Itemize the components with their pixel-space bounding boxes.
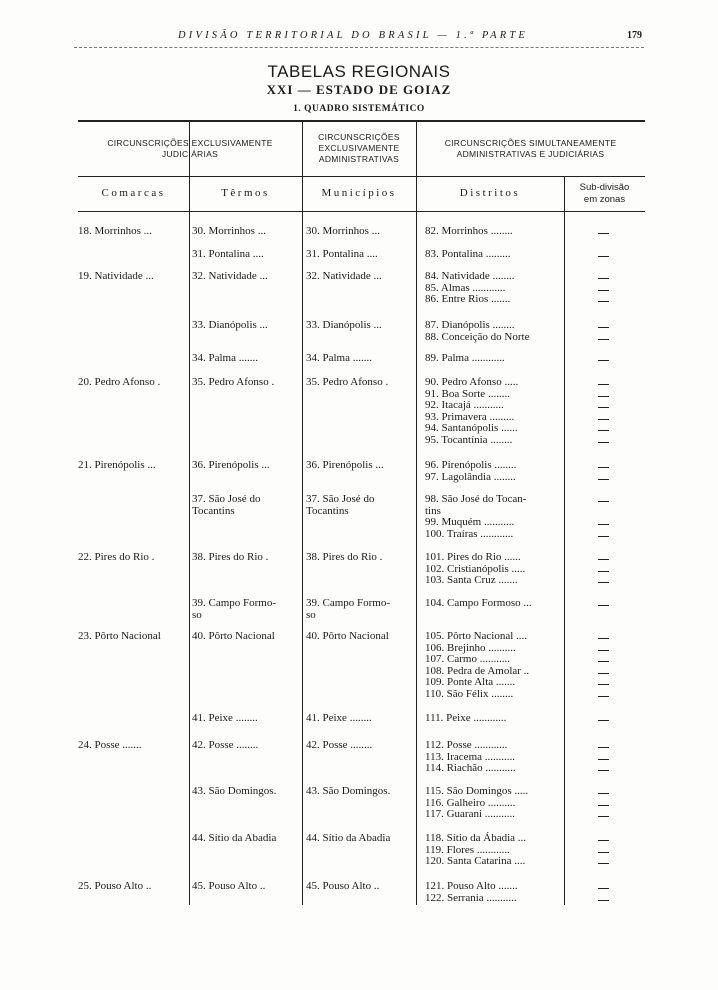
zone-dash (598, 419, 609, 420)
state-heading: XXI — ESTADO DE GOIAZ (266, 82, 452, 97)
zone-dash (598, 536, 609, 537)
distrito-cell: 109. Ponte Alta ....... (425, 676, 516, 689)
comarca-cell: 20. Pedro Afonso . (78, 376, 161, 388)
termo-cell: 45. Pouso Alto .. (192, 880, 266, 892)
municipio-cell: 38. Pires do Rio . (306, 551, 383, 563)
zone-dash (598, 747, 609, 748)
group-header-line: ADMINISTRATIVAS (318, 154, 400, 164)
distrito-cell: 85. Almas ............ (425, 281, 506, 294)
group-header-line: EXCLUSIVAMENTE (318, 143, 400, 153)
zone-dash (598, 501, 609, 502)
zone-dash (598, 888, 609, 889)
distrito-cell: 90. Pedro Afonso ..... (425, 376, 519, 388)
distrito-cell: 105. Pôrto Nacional .... (425, 630, 528, 642)
column-divider (189, 120, 190, 905)
column-header-subdivisao (564, 182, 645, 206)
distrito-cell: 111. Peixe ............ (425, 712, 507, 724)
zone-dash (598, 524, 609, 525)
distrito-cell: 116. Galheiro .......... (425, 796, 516, 809)
group-header-line: JUDICIÁRIAS (161, 149, 219, 159)
zone-dash (598, 384, 609, 385)
group-header-line: CIRCUNSCRIÇÕES (318, 132, 400, 142)
zone-dash (598, 233, 609, 234)
zone-dash (598, 759, 609, 760)
comarca-cell: 22. Pires do Rio . (78, 551, 155, 563)
distrito-cell: 91. Boa Sorte ........ (425, 387, 510, 400)
column-divider (416, 120, 417, 905)
group-header-line: CIRCUNSCRIÇÕES EXCLUSIVAMENTE (107, 138, 273, 148)
zone-dash (598, 396, 609, 397)
distrito-cell: tins (425, 504, 441, 517)
municipio-cell: 32. Natividade ... (306, 270, 382, 282)
zone-dash (598, 290, 609, 291)
comarca-cell: 19. Natividade ... (78, 270, 154, 282)
termo-cell: 37. São José do (192, 493, 261, 505)
group-header-mixed (416, 138, 645, 160)
distrito-cell: 121. Pouso Alto ....... (425, 880, 518, 892)
group-header-administrative (302, 132, 416, 165)
zone-dash (598, 840, 609, 841)
zone-dash (598, 605, 609, 606)
municipio-cell: 33. Dianópolis ... (306, 319, 382, 331)
zone-dash (598, 479, 609, 480)
zone-dash (598, 673, 609, 674)
distrito-cell: 103. Santa Cruz ....... (425, 574, 518, 587)
municipio-cell: Tocantins (306, 504, 349, 517)
distrito-cell: 114. Riachão ........... (425, 762, 516, 775)
zone-dash (598, 407, 609, 408)
zone-dash (598, 900, 609, 901)
distrito-cell: 120. Santa Catarina .... (425, 855, 526, 868)
termo-cell: 38. Pires do Rio . (192, 551, 269, 563)
zone-dash (598, 770, 609, 771)
termo-cell: 44. Sítio da Abadia (192, 832, 277, 844)
zone-dash (598, 684, 609, 685)
comarca-cell: 21. Pirenópolis ... (78, 459, 156, 471)
distrito-cell: 108. Pedra de Amolar .. (425, 664, 530, 677)
distrito-cell: 96. Pirenópolis ........ (425, 459, 517, 471)
distrito-cell: 107. Carmo ........... (425, 653, 510, 666)
zone-dash (598, 467, 609, 468)
distrito-cell: 95. Tocantínia ........ (425, 434, 513, 446)
distrito-cell: 83. Pontalina ......... (425, 248, 511, 260)
distrito-cell: 113. Iracema ........... (425, 750, 516, 763)
zone-dash (598, 661, 609, 662)
section-heading: 1. QUADRO SISTEMÁTICO (293, 104, 425, 114)
zone-dash (598, 696, 609, 697)
zone-dash (598, 638, 609, 639)
comarca-cell: 18. Morrinhos ... (78, 225, 152, 237)
running-title: DIVISÃO TERRITORIAL DO BRASIL — 1.ª PARTE (178, 30, 529, 41)
distrito-cell: 82. Morrinhos ........ (425, 225, 513, 237)
header-rule (74, 47, 644, 48)
distrito-cell: 122. Serrania ........... (425, 891, 517, 904)
group-header-line: ADMINISTRATIVAS E JUDICIÁRIAS (456, 149, 605, 159)
zone-dash (598, 339, 609, 340)
zone-dash (598, 650, 609, 651)
zone-dash (598, 430, 609, 431)
distrito-cell: 115. São Domingos ..... (425, 785, 529, 797)
column-header-municipios: Municípios (321, 187, 397, 199)
municipio-cell: 40. Pôrto Nacional (306, 630, 389, 642)
distrito-cell: 106. Brejinho .......... (425, 641, 516, 654)
termo-cell: Tocantins (192, 504, 235, 517)
column-header-termos: Têrmos (221, 187, 270, 199)
page-number: 179 (627, 30, 642, 41)
column-header-comarcas: Comarcas (101, 187, 166, 199)
group-header-judicial (78, 138, 302, 160)
termo-cell: 33. Dianópolis ... (192, 319, 268, 331)
zone-dash (598, 852, 609, 853)
distrito-cell: 104. Campo Formoso ... (425, 597, 532, 609)
distrito-cell: 112. Posse ............ (425, 739, 508, 751)
systematic-table (78, 120, 645, 905)
municipio-cell: 45. Pouso Alto .. (306, 880, 380, 892)
distrito-cell: 97. Lagolândia ........ (425, 470, 516, 483)
table-rule-group (78, 176, 645, 177)
column-header-line: Sub-divisão (579, 182, 630, 193)
municipio-cell: 42. Posse ........ (306, 739, 373, 751)
distrito-cell: 101. Pires do Rio ...... (425, 551, 521, 563)
termo-cell: 41. Peixe ........ (192, 712, 258, 724)
distrito-cell: 88. Conceição do Norte (425, 330, 530, 343)
zone-dash (598, 360, 609, 361)
zone-dash (598, 793, 609, 794)
municipio-cell: 36. Pirenópolis ... (306, 459, 384, 471)
zone-dash (598, 863, 609, 864)
zone-dash (598, 559, 609, 560)
termo-cell: 39. Campo Formo- (192, 597, 277, 609)
distrito-cell: 99. Muquém ........... (425, 516, 515, 529)
column-header-distritos: Distritos (459, 187, 521, 199)
termo-cell: 32. Natividade ... (192, 270, 268, 282)
zone-dash (598, 442, 609, 443)
distrito-cell: 102. Cristianópolis ..... (425, 562, 526, 575)
distrito-cell: 110. São Félix ........ (425, 688, 514, 700)
termo-cell: 42. Posse ........ (192, 739, 259, 751)
distrito-cell: 100. Traíras ............ (425, 527, 514, 540)
termo-cell: 35. Pedro Afonso . (192, 376, 275, 388)
zone-dash (598, 805, 609, 806)
termo-cell: 34. Palma ....... (192, 352, 258, 364)
municipio-cell: 31. Pontalina .... (306, 248, 378, 260)
zone-dash (598, 571, 609, 572)
page-title: TABELAS REGIONAIS (267, 62, 451, 81)
distrito-cell: 93. Primavera ......... (425, 410, 515, 423)
distrito-cell: 86. Entre Rios ....... (425, 293, 511, 306)
zone-dash (598, 278, 609, 279)
distrito-cell: 94. Santanópolis ...... (425, 422, 518, 435)
municipio-cell: so (306, 608, 316, 621)
zone-dash (598, 720, 609, 721)
table-rule-columns (78, 211, 645, 212)
termo-cell: 40. Pôrto Nacional (192, 630, 275, 642)
municipio-cell: 43. São Domingos. (306, 785, 391, 797)
running-header (0, 30, 718, 46)
municipio-cell: 35. Pedro Afonso . (306, 376, 389, 388)
distrito-cell: 87. Dianópolis ........ (425, 319, 515, 331)
group-header-line: CIRCUNSCRIÇÕES SIMULTANEAMENTE (444, 138, 617, 148)
zone-dash (598, 816, 609, 817)
zone-dash (598, 327, 609, 328)
zone-dash (598, 256, 609, 257)
municipio-cell: 44. Sítio da Abadia (306, 832, 391, 844)
table-rule-top (78, 120, 645, 122)
distrito-cell: 118. Sítio da Ábadia ... (425, 832, 527, 844)
termo-cell: so (192, 608, 202, 621)
termo-cell: 43. São Domingos. (192, 785, 277, 797)
termo-cell: 31. Pontalina .... (192, 248, 264, 260)
termo-cell: 30. Morrinhos ... (192, 225, 266, 237)
termo-cell: 36. Pirenópolis ... (192, 459, 270, 471)
distrito-cell: 89. Palma ............ (425, 352, 505, 364)
zone-dash (598, 301, 609, 302)
comarca-cell: 23. Pôrto Nacional (78, 630, 161, 642)
distrito-cell: 84. Natividade ........ (425, 270, 515, 282)
municipio-cell: 34. Palma ....... (306, 352, 372, 364)
municipio-cell: 39. Campo Formo- (306, 597, 391, 609)
distrito-cell: 119. Flores ............ (425, 843, 510, 856)
distrito-cell: 117. Guarani ........... (425, 808, 516, 821)
municipio-cell: 41. Peixe ........ (306, 712, 372, 724)
distrito-cell: 92. Itacajá ........... (425, 399, 504, 412)
municipio-cell: 30. Morrinhos ... (306, 225, 380, 237)
municipio-cell: 37. São José do (306, 493, 375, 505)
distrito-cell: 98. São José do Tocan- (425, 493, 527, 505)
column-divider (564, 176, 565, 905)
comarca-cell: 25. Pouso Alto .. (78, 880, 152, 892)
column-header-line: em zonas (583, 194, 626, 205)
column-divider (302, 120, 303, 905)
comarca-cell: 24. Posse ....... (78, 739, 142, 751)
zone-dash (598, 582, 609, 583)
